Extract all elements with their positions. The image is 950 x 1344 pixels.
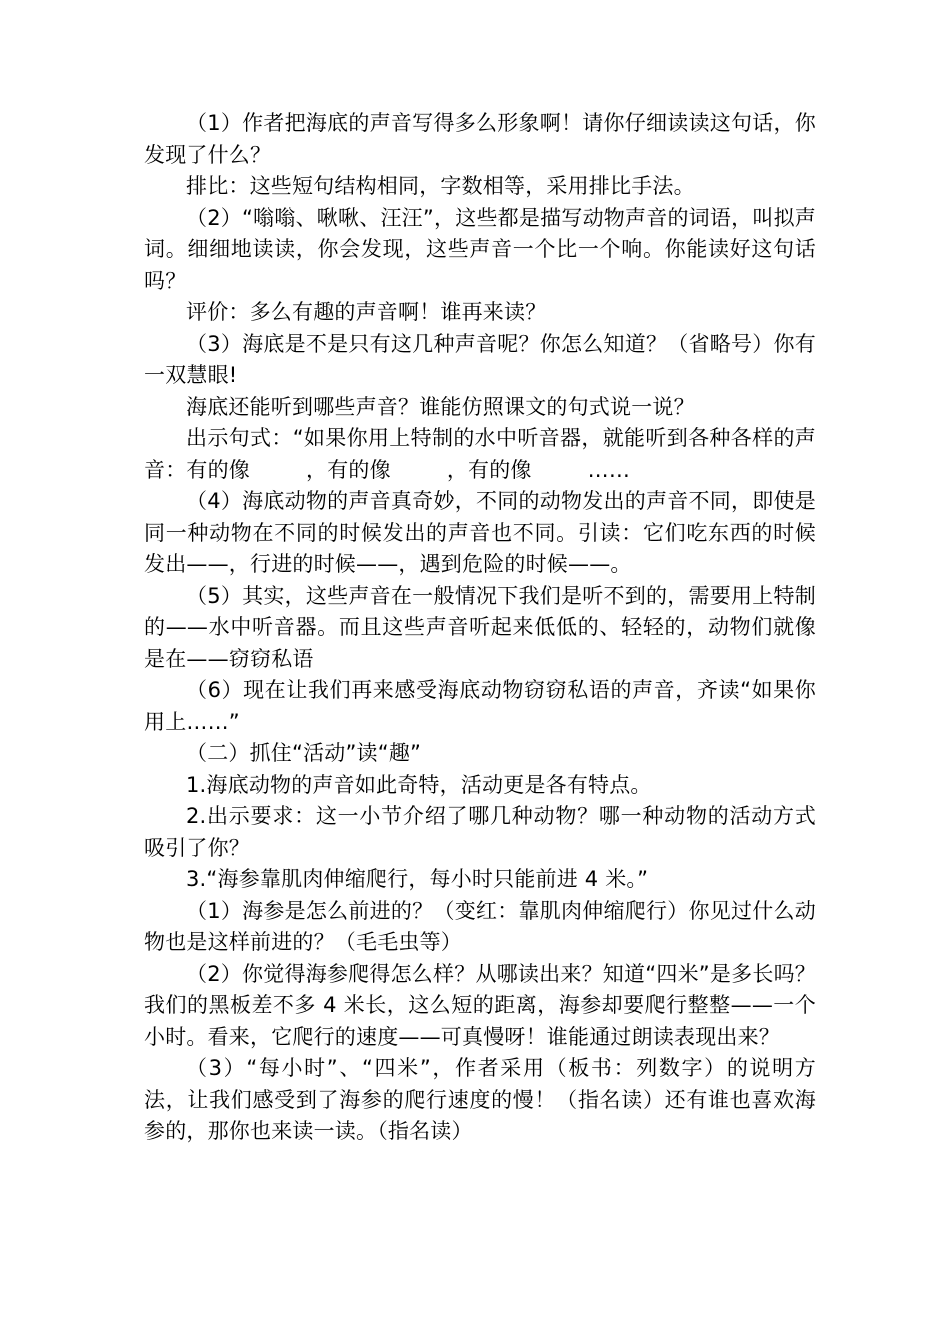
pattern-part-1: 出示句式：“如果你用上特制的水中听音器，就能听到各种各样的声音：有的像: [144, 426, 816, 482]
paragraph-q4: （4）海底动物的声音真奇妙，不同的动物发出的声音不同，即使是同一种动物在不同的时候发出的声音也不同。引读：它们吃东西的时候发出——，行进的时候——，遇到危险的时候——。: [144, 489, 816, 576]
section-heading: （二）抓住“活动”读“趣”: [186, 741, 422, 765]
paragraph-parallelism: 排比：这些短句结构相同，字数相等，采用排比手法。: [186, 174, 695, 198]
paragraph-item-3: 3.“海参靠肌肉伸缩爬行，每小时只能前进 4 米。”: [186, 867, 649, 891]
paragraph-sub-q1: （1）海参是怎么前进的？（变红：靠肌肉伸缩爬行）你见过什么动物也是这样前进的？（毛毛虫等）: [144, 898, 816, 954]
paragraph-evaluation: 评价：多么有趣的声音啊！谁再来读？: [186, 300, 547, 324]
paragraph-q1: （1）作者把海底的声音写得多么形象啊！请你仔细读读这句话，你发现了什么？: [144, 111, 816, 167]
pattern-part-2: ，有的像: [306, 457, 391, 482]
paragraph-q5: （5）其实，这些声音在一般情况下我们是听不到的，需要用上特制的——水中听音器。而且这些声音听起来低低的、轻轻的，动物们就像是在——窃窃私语: [144, 583, 816, 671]
pattern-part-3: ，有的像: [446, 457, 532, 482]
paragraph-item-1: 1.海底动物的声音如此奇特，活动更是各有特点。: [186, 772, 652, 797]
paragraph-q6: （6）现在让我们再来感受海底动物窃窃私语的声音，齐读“如果你用上……”: [144, 678, 816, 734]
paragraph-q2: （2）“嗡嗡、啾啾、汪汪”，这些都是描写动物声音的词语，叫拟声词。细细地读读，你会发现，这些声音一个比一个响。你能读好这句话吗？: [144, 205, 816, 293]
paragraph-sentence-pattern: [144, 423, 816, 486]
pattern-part-4: ……: [587, 457, 631, 482]
paragraph-item-2: 2.出示要求：这一小节介绍了哪几种动物？哪一种动物的活动方式吸引了你？: [144, 804, 816, 860]
paragraph-sub-q2: （2）你觉得海参爬得怎么样？从哪读出来？知道“四米”是多长吗？我们的黑板差不多 4 米长，这么短的距离，海参却要爬行整整——一个小时。看来，它爬行的速度——可真慢呀！谁能通过朗读表现出来？: [144, 961, 816, 1049]
document-body: [144, 108, 816, 1148]
paragraph-sub-q3: （3）“每小时”、“四米”，作者采用（板书：列数字）的说明方法，让我们感受到了海参的爬行速度的慢！（指名读）还有谁也喜欢海参的，那你也来读一读。（指名读）: [144, 1056, 816, 1143]
paragraph-imitation-prompt: 海底还能听到哪些声音？谁能仿照课文的句式说一说？: [186, 394, 695, 419]
paragraph-q3: （3）海底是不是只有这几种声音呢？你怎么知道？（省略号）你有一双慧眼!: [144, 331, 816, 387]
